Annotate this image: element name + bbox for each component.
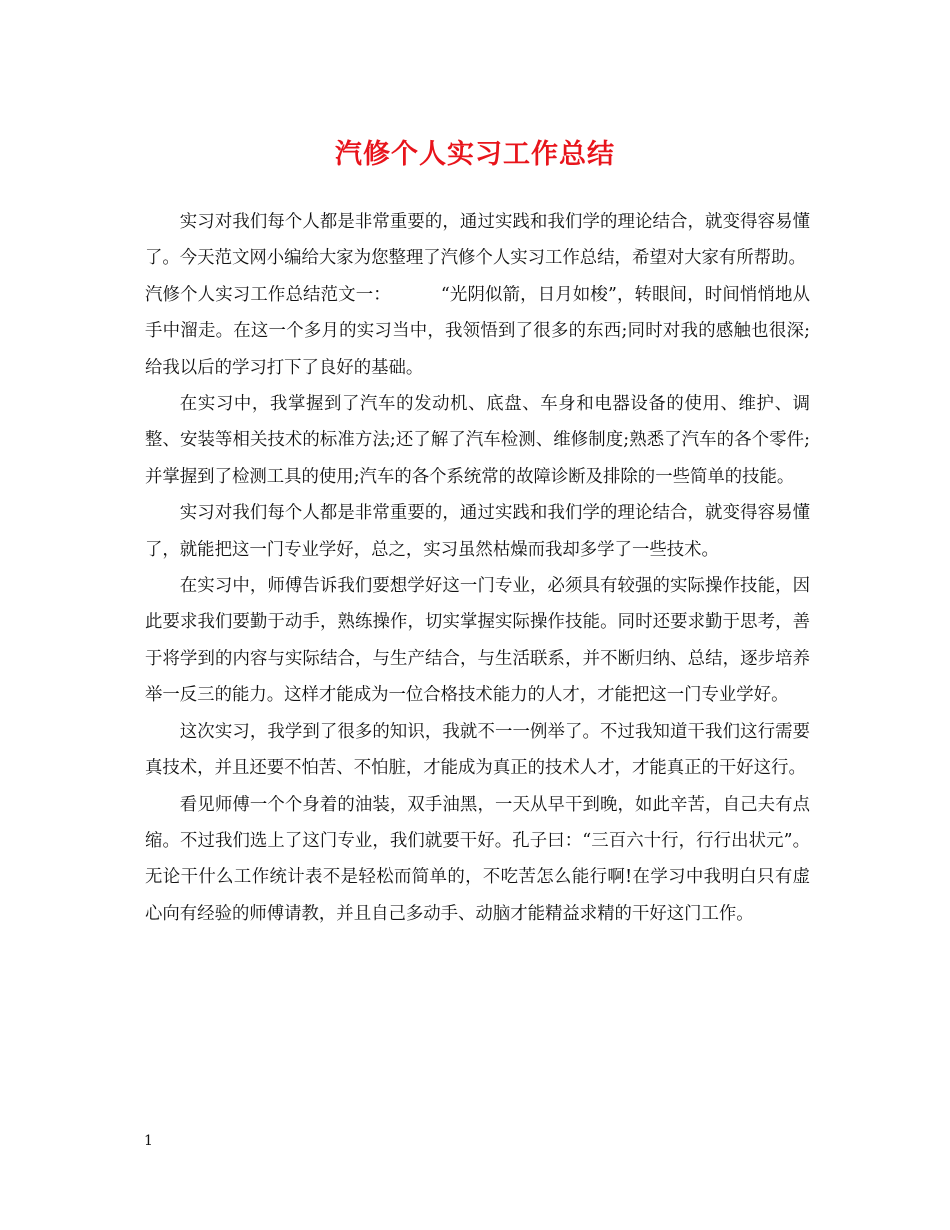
page-number: 1 (144, 1133, 153, 1149)
document-body (145, 204, 810, 932)
body-paragraph: 看见师傅一个个身着的油装，双手油黑，一天从早干到晚，如此辛苦，自己夫有点缩。不过我们选上了这门专业，我们就要干好。孔子曰：“三百六十行，行行出状元”。无论干什么工作统计表不是轻松而简单的，不吃苦怎么能行啊!在学习中我明白只有虚心向有经验的师傅请教，并且自己多动手、动脑才能精益求精的干好这门工作。 (145, 794, 810, 924)
body-paragraph: 这次实习，我学到了很多的知识，我就不一一例举了。不过我知道干我们这行需要真技术，并且还要不怕苦、不怕脏，才能成为真正的技术人才，才能真正的干好这行。 (145, 721, 810, 779)
document-title: 汽修个人实习工作总结 (335, 139, 615, 170)
body-paragraph: 在实习中，我掌握到了汽车的发动机、底盘、车身和电器设备的使用、维护、调整、安装等相关技术的标准方法;还了解了汽车检测、维修制度;熟悉了汽车的各个零件;并掌握到了检测工具的使用;汽车的各个系统常的故障诊断及排除的一些简单的技能。 (145, 394, 810, 487)
sample-text: “光阴似箭，日月如梭”，转眼间，时间悄悄地从手中溜走。在这一个多月的实习当中，我领悟到了很多的东西;同时对我的感触也很深;给我以后的学习打下了良好的基础。 (145, 284, 810, 378)
body-paragraph: 在实习中，师傅告诉我们要想学好这一门专业，必须具有较强的实际操作技能，因此要求我们要勤于动手，熟练操作，切实掌握实际操作技能。同时还要求勤于思考，善于将学到的内容与实际结合，与生产结合，与生活联系，并不断归纳、总结，逐步培养举一反三的能力。这样才能成为一位合格技术能力的人才，才能把这一门专业学好。 (145, 576, 810, 706)
sample-heading: 汽修个人实习工作总结范文一： (145, 284, 391, 305)
body-paragraph: 实习对我们每个人都是非常重要的，通过实践和我们学的理论结合，就变得容易懂了，就能把这一门专业学好，总之，实习虽然枯燥而我却多学了一些技术。 (145, 503, 810, 560)
intro-paragraph: 实习对我们每个人都是非常重要的，通过实践和我们学的理论结合，就变得容易懂了。今天范文网小编给大家为您整理了汽修个人实习工作总结，希望对大家有所帮助。 (145, 212, 810, 269)
sample-paragraph (145, 277, 810, 386)
